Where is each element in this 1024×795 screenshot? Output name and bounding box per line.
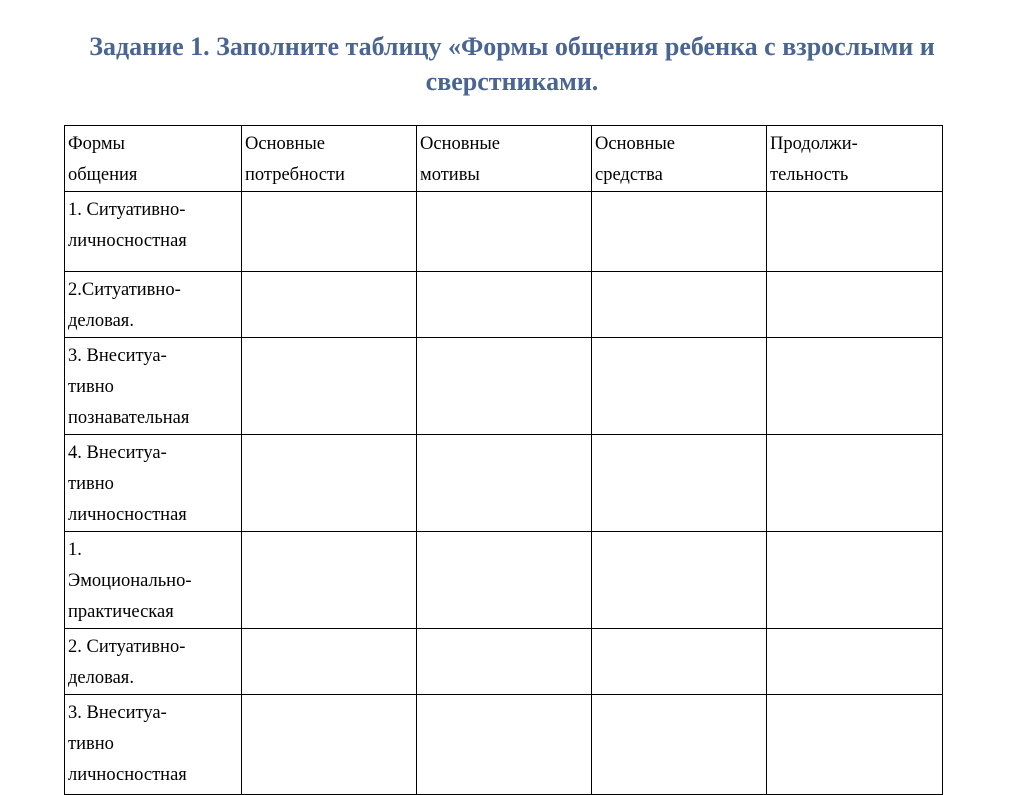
empty-cell xyxy=(592,695,767,795)
header-forms: Формы общения xyxy=(65,126,242,192)
empty-cell xyxy=(242,272,417,338)
row-form-label: 1. Ситуативно- личносностная xyxy=(65,192,242,272)
empty-cell xyxy=(767,435,943,532)
empty-cell xyxy=(242,695,417,795)
empty-cell xyxy=(767,338,943,435)
empty-cell xyxy=(417,272,592,338)
empty-cell xyxy=(242,435,417,532)
empty-cell xyxy=(592,272,767,338)
row-form-label: 2.Ситуативно- деловая. xyxy=(65,272,242,338)
table-row xyxy=(65,629,943,695)
table-row xyxy=(65,192,943,272)
header-motives: Основные мотивы xyxy=(417,126,592,192)
empty-cell xyxy=(767,695,943,795)
empty-cell xyxy=(767,192,943,272)
row-form-label: 3. Внеситуа- тивно личносностная xyxy=(65,695,242,795)
empty-cell xyxy=(417,629,592,695)
empty-cell xyxy=(242,629,417,695)
empty-cell xyxy=(767,272,943,338)
header-means: Основные средства xyxy=(592,126,767,192)
empty-cell xyxy=(417,435,592,532)
communication-forms-table xyxy=(64,125,943,795)
empty-cell xyxy=(242,338,417,435)
header-duration: Продолжи- тельность xyxy=(767,126,943,192)
row-form-label: 4. Внеситуа- тивно личносностная xyxy=(65,435,242,532)
slide-title xyxy=(0,29,1024,99)
title-line-2: сверстниками. xyxy=(425,67,599,96)
empty-cell xyxy=(592,338,767,435)
empty-cell xyxy=(767,532,943,629)
empty-cell xyxy=(417,695,592,795)
empty-cell xyxy=(592,192,767,272)
row-form-label: 3. Внеситуа- тивно познавательная xyxy=(65,338,242,435)
empty-cell xyxy=(242,532,417,629)
empty-cell xyxy=(417,532,592,629)
row-form-label: 1. Эмоционально- практическая xyxy=(65,532,242,629)
table-row xyxy=(65,338,943,435)
title-line-1: Задание 1. Заполните таблицу «Формы общения ребенка с взрослыми и xyxy=(89,32,935,61)
empty-cell xyxy=(767,629,943,695)
empty-cell xyxy=(592,629,767,695)
empty-cell xyxy=(592,532,767,629)
table-row xyxy=(65,435,943,532)
empty-cell xyxy=(417,338,592,435)
empty-cell xyxy=(417,192,592,272)
table-row xyxy=(65,532,943,629)
empty-cell xyxy=(242,192,417,272)
table-row xyxy=(65,695,943,795)
table-row xyxy=(65,272,943,338)
header-needs: Основные потребности xyxy=(242,126,417,192)
row-form-label: 2. Ситуативно- деловая. xyxy=(65,629,242,695)
empty-cell xyxy=(592,435,767,532)
table-header-row xyxy=(65,126,943,192)
